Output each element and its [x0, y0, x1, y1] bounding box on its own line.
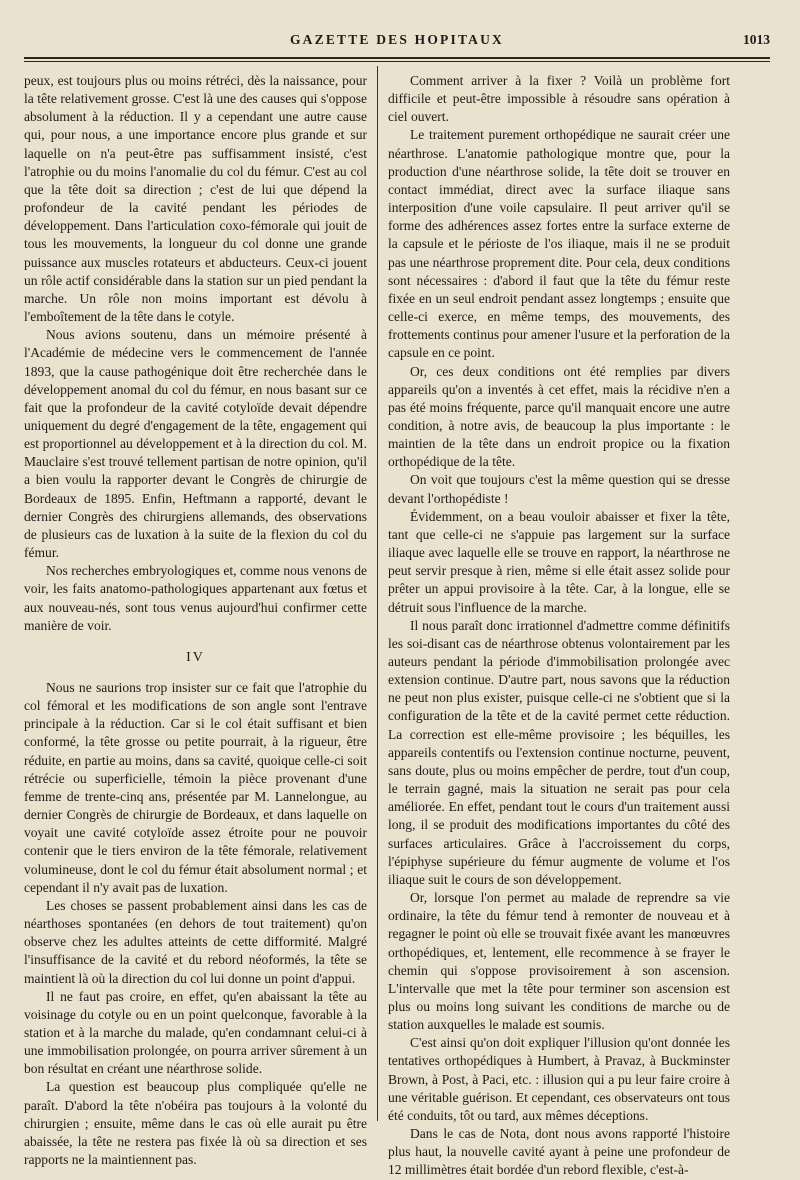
paragraph: Nous avions soutenu, dans un mémoire présenté à l'Académie de médecine vers le commencement de l'année 1893, que la cause pathogénique doit être recherchée dans le développement anomal du col du fémur, en nous basant sur ce fait que la profondeur de la cavité cotyloïde devait dépendre uniquement du degré d'engagement de la tête, engagement qui est proportionnel au développement et à la direction du col. M. Mauclaire s'est trouvé tellement partisan de notre opinion, qu'il a bien voulu la rapporter devant le Congrès de chirurgie de Bordeaux de 1895. Enfin, Heftmann a rapporté, devant le dernier Congrès des chirurgiens allemands, des observations de plusieurs cas de luxation à la suite de la flexion du col du fémur. [24, 327, 367, 561]
paragraph: Évidemment, on a beau vouloir abaisser et fixer la tête, tant que celle-ci ne s'appuie pas largement sur la surface iliaque avec laquelle elle se trouve en rapport, la néarthrose ne peut servir presque à rien, même si elle était assez solide pour prêter un appui provisoire à la tête. Car, à la longue, elle se détruit sous l'influence de la marche. [388, 508, 730, 615]
journal-title: GAZETTE DES HOPITAUX [289, 32, 505, 47]
paragraph: Il ne faut pas croire, en effet, qu'en abaissant la tête au voisinage du cotyle ou en un point quelconque, favorable à la station et à la marche du malade, qu'en condamnant celui-ci à une immobilisation prolongée, on pourra arriver sûrement à un bon résultat en créant une néarthrose solide. [24, 988, 367, 1077]
paragraph: La question est beaucoup plus compliquée qu'elle ne paraît. D'abord la tête n'obéira pas toujours à la volonté du chirurgien ; ensuite, même dans le cas où elle aurait pu être abaissée, la tête ne restera pas fixée là où sa direction et ses rapports ne la maintiennent pas. [24, 1079, 367, 1168]
right-column [388, 72, 730, 1180]
paragraph: C'est ainsi qu'on doit expliquer l'illusion qu'ont donnée les tentatives orthopédiques à Humbert, à Pravaz, à Buckminster Brown, à Post, à Paci, etc. : illusion qui a pu leur faire croire à une véritable guérison. Et cependant, ces observateurs ont tous été conduits, tôt ou tard, aux mêmes déceptions. [388, 1035, 730, 1123]
paragraph: Or, ces deux conditions ont été remplies par divers appareils qu'on a inventés à cet effet, mais la récidive n'en a pas été moins fréquente, parce qu'il manquait encore une autre condition, à notre avis, de beaucoup la plus importante : le maintien de la tête dans un endroit propice ou la fixation orthopédique de la tête. [388, 363, 730, 470]
header-rule-thin [24, 61, 770, 62]
paragraph: Nos recherches embryologiques et, comme nous venons de voir, les faits anatomo-pathologiques appartenant aux fœtus et aux nouveau-nés, sont tous venus aujourd'hui confirmer cette manière de voir. [24, 563, 367, 633]
left-column [24, 72, 367, 1169]
paragraph: Le traitement purement orthopédique ne saurait créer une néarthrose. L'anatomie pathologique montre que, pour la production d'une néarthrose solide, la tête doit se trouver en contact immédiat, direct avec la surface iliaque sans interposition d'une voile capsulaire. Il peut arriver qu'il se forme des adhérences assez fortes entre la surface externe de la capsule et le périoste de l'os iliaque, mais il ne se produit pas une néarthrose proprement dite. Pour cela, deux conditions sont nécessaires : d'abord il faut que la tête du fémur reste fixée en un seul endroit pendant assez longtemps ; ensuite que celle-ci exerce, en même temps, des mouvements, des frottements continus pour amener l'usure et la perforation de la capsule en ce point. [388, 127, 730, 361]
paragraph: peux, est toujours plus ou moins rétréci, dès la naissance, pour la tête relativement grosse. C'est là une des causes qui s'oppose absolument à la réduction. Il y a cependant une autre cause qui, pour nous, a une importance encore plus grande et sur laquelle on n'a peut-être pas suffisamment insisté, c'est l'atrophie ou du moins l'anomalie du col du fémur. C'est au col que la tête doit sa direction ; c'est de lui que dépend la profondeur de la cavité pendant les périodes de développement. Dans l'articulation coxo-fémorale qui jouit de tous les mouvements, la longueur du col donne une grande puissance aux muscles rotateurs et abducteurs. Ceux-ci jouent un rôle actif considérable dans la station sur un pied pendant la marche. Un rôle non moins important est dévolu à l'emboîtement de la tête dans le cotyle. [24, 73, 367, 325]
paragraph: On voit que toujours c'est la même question qui se dresse devant l'orthopédiste ! [388, 472, 730, 506]
section-heading: IV [186, 649, 205, 665]
paragraph: Or, lorsque l'on permet au malade de reprendre sa vie ordinaire, la tête du fémur tend à remonter de nouveau et à regagner le point où elle se trouvait fixée avant les manœuvres orthopédiques, et, lentement, elle recommence à se frayer le chemin qui s'oppose provisoirement à son ascension. L'intervalle que met la tête pour terminer son ascension est plus ou moins long suivant les conditions de marche ou de station auxquelles le malade est soumis. [388, 890, 730, 1033]
paragraph: Nous ne saurions trop insister sur ce fait que l'atrophie du col fémoral et les modifications de son angle sont l'entrave principale à la réduction. Car si le col était suffisant et bien conformé, la tête grosse ou petite pourrait, à la rigueur, être réduite, en partie au moins, dans sa cavité, quoique celle-ci soit rétrécie ou superficielle, témoin la pièce provenant d'une femme de trente-cinq ans, présentée par M. Lannelongue, au dernier Congrès de chirurgie de Bordeaux, et dans laquelle on voyait une cavité cotyloïde assez étroite pour ne pouvoir contenir que le tiers environ de la tête fémorale, relativement volumineuse, dont le col du fémur était absolument normal ; et cependant il n'y avait pas de luxation. [24, 680, 367, 895]
paragraph: Il nous paraît donc irrationnel d'admettre comme définitifs les soi-disant cas de néarthrose obtenus volontairement par les auteurs pendant la période d'immobilisation prolongée avec extension continue. D'autre part, nous savons que la réduction ne peut non plus exister, puisque celle-ci ne s'obtient que si la configuration de la tête et de la cavité permet cette réduction. La correction est elle-même provisoire ; les béquilles, les appareils contentifs ou l'extension continue nocturne, peuvent, sans doute, plus ou moins empêcher de perdre, tout d'un coup, le terrain gagné, mais la situation ne serait pas pour cela améliorée. En effet, pendant tout le cours d'un traitement aussi long, il se produit des modifications importantes du côté des surfaces articulaires. Grâce à l'accroissement du corps, l'épiphyse supérieure du fémur augmente de volume et l'os iliaque suit le cours de son développement. [388, 617, 730, 887]
header-rule [24, 57, 770, 59]
paragraph: Les choses se passent probablement ainsi dans les cas de néarthoses spontanées (en dehors de tout traitement) qu'on observe chez les adultes atteints de cette difformité. Malgré l'insuffisance de la cavité et du rebord néoformés, la tête se maintient là où la direction du col lui donne un point d'appui. [24, 897, 367, 986]
page-number: 1013 [743, 32, 770, 47]
column-divider [377, 66, 378, 1121]
page-header [24, 28, 770, 54]
paragraph: Dans le cas de Nota, dont nous avons rapporté l'histoire plus haut, la nouvelle cavité ayant à peine une profondeur de 12 millimètres était bordée d'un rebord flexible, c'est-à- [388, 1126, 730, 1178]
paragraph: Comment arriver à la fixer ? Voilà un problème fort difficile et peut-être impossible à résoudre sans opération à ciel ouvert. [388, 73, 730, 125]
